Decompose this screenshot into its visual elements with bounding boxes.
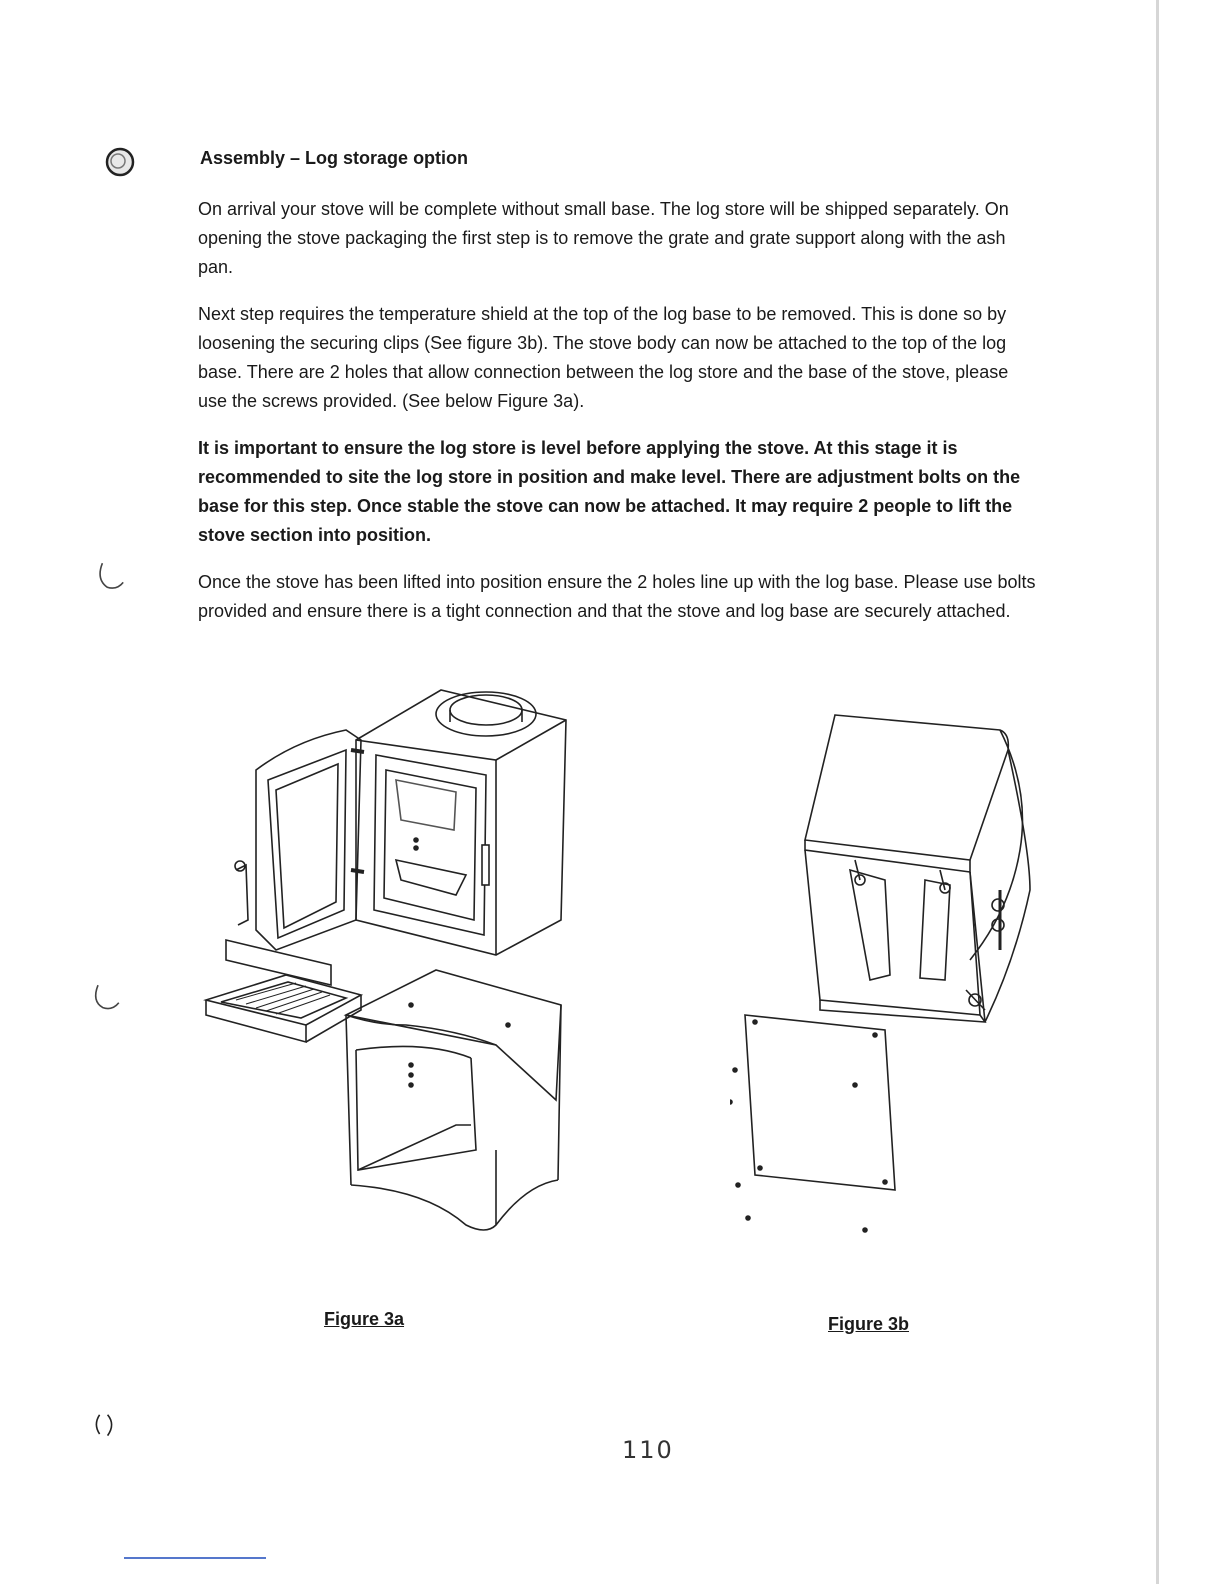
punch-hole-icon [90, 1410, 122, 1442]
paragraph-next-step: Next step requires the temperature shield at the top of the log base to be removed. This is done so by loosening the securing clips (See figure 3b). The stove body can now be attached to the top of the log base. There are 2 holes that allow connection between the log store and the base of the stove, please use the screws provided. (See below Figure 3a). [198, 304, 1009, 411]
punch-hole-icon [90, 982, 122, 1014]
figure-3b-caption: Figure 3b [828, 1314, 910, 1334]
figure-3a-caption: Figure 3a [324, 1309, 405, 1329]
punch-hole-icon [104, 146, 136, 178]
page-number: 110 [622, 1436, 674, 1464]
footer-rule [124, 1557, 266, 1559]
figure-3b-log-base-drawing [730, 710, 1040, 1250]
paragraph-level-warning: It is important to ensure the log store is level before applying the stove. At this stage it is recommended to site the log store in position and make level. There are adjustment bolts on the base for this step. Once stable the stove can now be attached. It may require 2 people to lift the stove section into position. [198, 438, 1021, 545]
paragraph-arrival: On arrival your stove will be complete without small base. The log store will be shipped separately. On opening the stove packaging the first step is to remove the grate and grate support along with the ash pan. [198, 199, 1009, 277]
figure-3a-stove-drawing [196, 680, 576, 1240]
punch-hole-icon [96, 560, 128, 592]
document-body [196, 148, 1036, 644]
section-heading: Assembly – Log storage option [200, 148, 469, 168]
page-edge-shadow [1156, 0, 1159, 1584]
paragraph-attach: Once the stove has been lifted into position ensure the 2 holes line up with the log base. Please use bolts provided and ensure there is a tight connection and that the stove and log base are securely attached. [198, 572, 1036, 621]
